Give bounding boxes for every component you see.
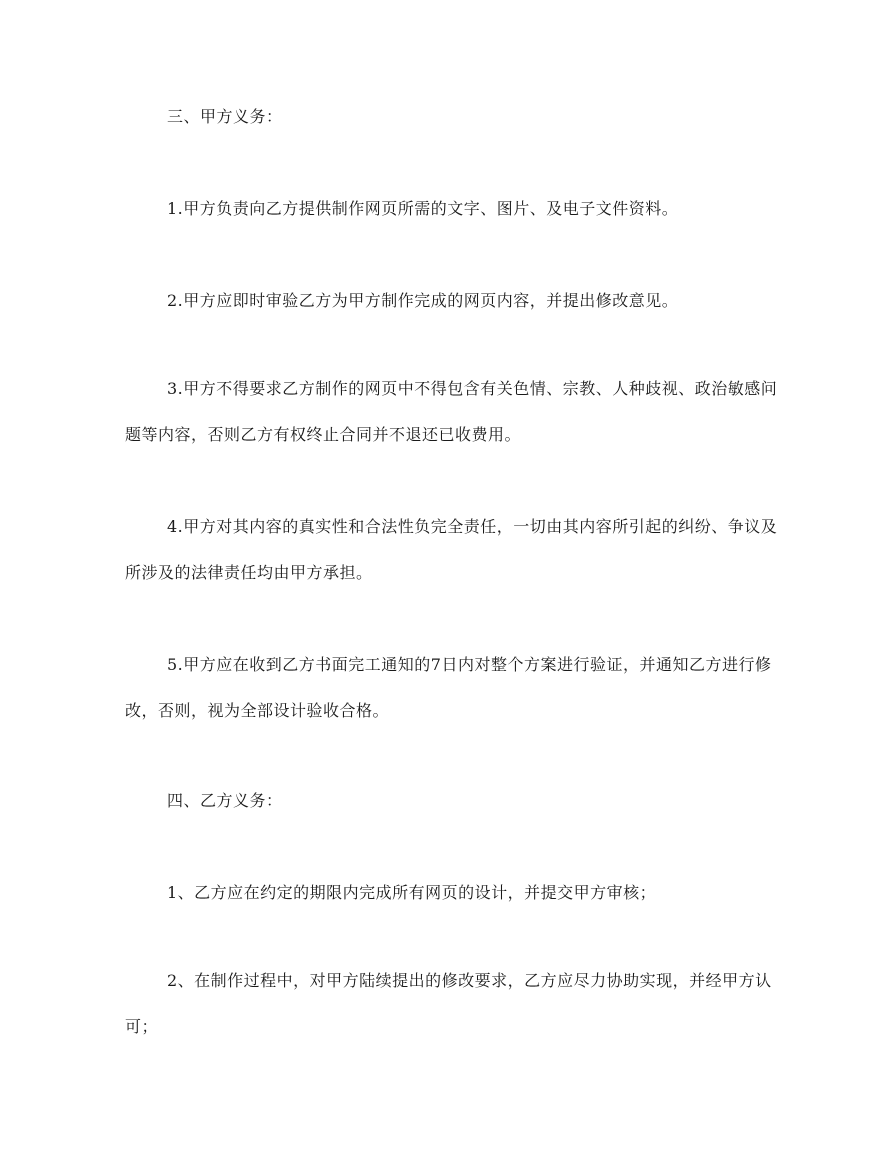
section-3-title: 三、甲方义务： [167, 107, 283, 126]
section-3-item-2: 2.甲方应即时审验乙方为甲方制作完成的网页内容，并提出修改意见。 [167, 291, 679, 310]
section-4-item-1: 1、乙方应在约定的期限内完成所有网页的设计，并提交甲方审核； [167, 883, 657, 902]
section-3-item-1: 1.甲方负责向乙方提供制作网页所需的文字、图片、及电子文件资料。 [167, 199, 679, 218]
section-4-title: 四、乙方义务： [167, 791, 283, 810]
section-4-item-2: 2、在制作过程中，对甲方陆续提出的修改要求，乙方应尽力协助实现，并经甲方认可； [125, 971, 772, 1036]
section-3-item-4: 4.甲方对其内容的真实性和合法性负完全责任，一切由其内容所引起的纠纷、争议及所涉及的法律责任均由甲方承担。 [125, 517, 778, 582]
section-3-item-5: 5.甲方应在收到乙方书面完工通知的7日内对整个方案进行验证，并通知乙方进行修改，否则，视为全部设计验收合格。 [125, 655, 772, 720]
section-3-item-3: 3.甲方不得要求乙方制作的网页中不得包含有关色情、宗教、人种歧视、政治敏感问题等内容，否则乙方有权终止合同并不退还已收费用。 [125, 379, 778, 444]
